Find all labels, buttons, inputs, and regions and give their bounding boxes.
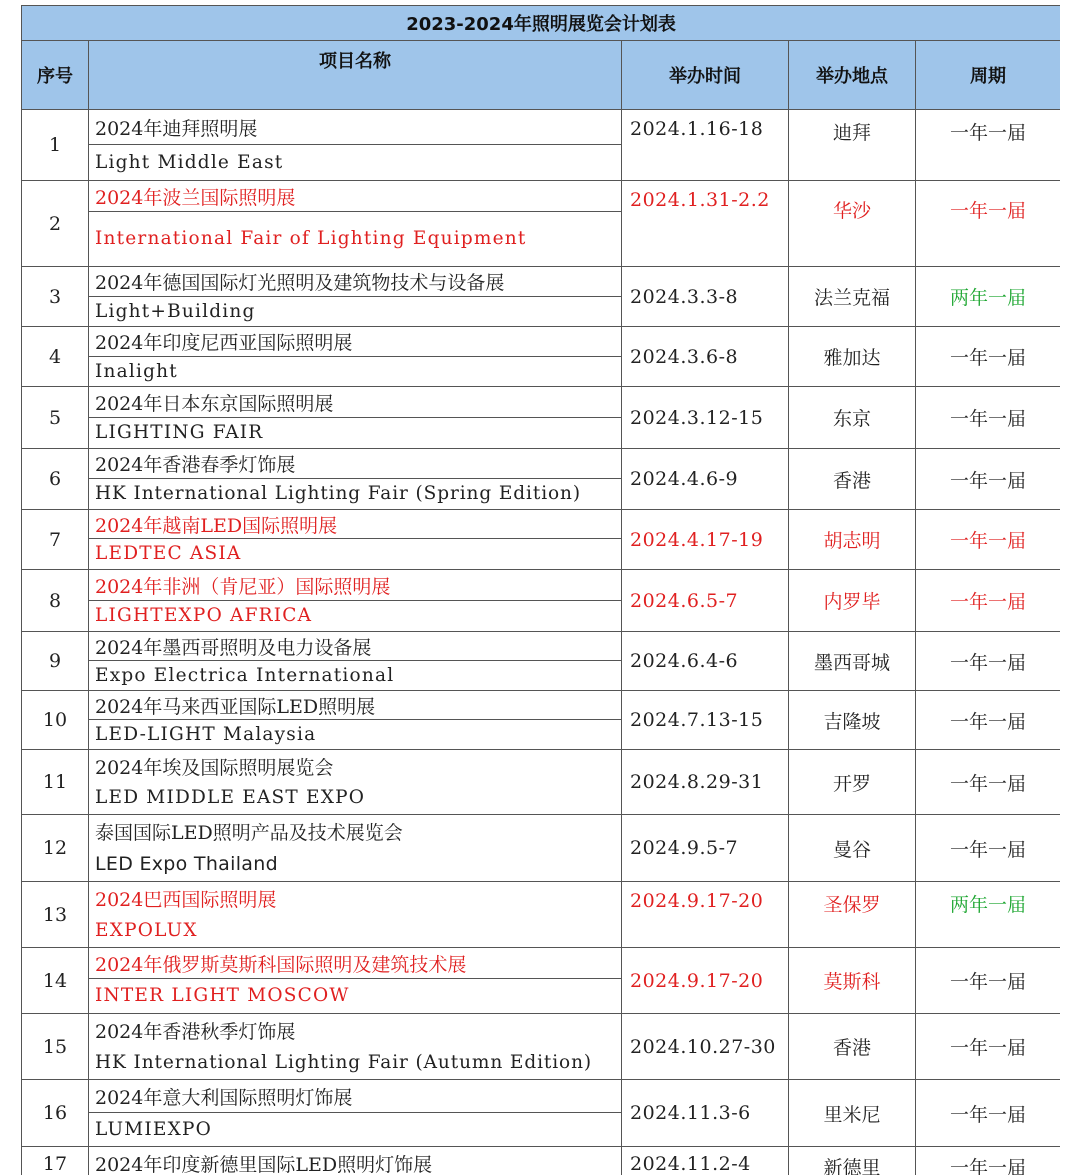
exhibition-table <box>21 5 1060 1175</box>
row-time: 2024.11.3-6 <box>622 1080 789 1147</box>
row-place: 开罗 <box>789 750 916 815</box>
header-place: 举办地点 <box>789 41 916 110</box>
row-name-cell <box>89 327 622 387</box>
row-name-cn: 2024年埃及国际照明展览会 <box>95 756 334 779</box>
row-name-cn: 2024年波兰国际照明展 <box>89 181 621 212</box>
row-index: 6 <box>22 449 89 510</box>
row-place: 法兰克福 <box>789 267 916 327</box>
row-name-cell <box>89 267 622 327</box>
row-place: 香港 <box>789 449 916 510</box>
row-name-cn: 2024年俄罗斯莫斯科国际照明及建筑技术展 <box>89 948 621 979</box>
table-row <box>22 1080 1061 1147</box>
row-index: 7 <box>22 510 89 570</box>
table-row <box>22 387 1061 449</box>
row-time: 2024.6.4-6 <box>622 632 789 691</box>
table-row <box>22 691 1061 750</box>
table-row <box>22 181 1061 267</box>
row-name-cn: 2024年日本东京国际照明展 <box>89 387 621 418</box>
header-time: 举办时间 <box>622 41 789 110</box>
row-name-cell <box>89 570 622 632</box>
row-place <box>789 1147 916 1175</box>
row-place: 圣保罗 <box>789 882 916 948</box>
table-row <box>22 327 1061 387</box>
row-cycle: 一年一届 <box>916 510 1061 570</box>
row-name-cell <box>89 449 622 510</box>
row-place: 莫斯科 <box>789 948 916 1014</box>
table-row <box>22 449 1061 510</box>
row-time: 2024.9.5-7 <box>622 815 789 882</box>
row-place: 内罗毕 <box>789 570 916 632</box>
table-row <box>22 750 1061 815</box>
row-place-text: 新德里 <box>823 1157 881 1175</box>
row-cycle <box>916 1147 1061 1175</box>
row-cycle: 一年一届 <box>916 387 1061 449</box>
row-place: 胡志明 <box>789 510 916 570</box>
table-row <box>22 632 1061 691</box>
row-cycle: 两年一届 <box>916 267 1061 327</box>
table-row <box>22 570 1061 632</box>
row-name-cell <box>89 110 622 181</box>
row-name-en: LEDTEC ASIA <box>95 543 242 564</box>
row-time: 2024.9.17-20 <box>622 882 789 948</box>
row-name-en: Light Middle East <box>95 151 284 173</box>
table-row <box>22 815 1061 882</box>
row-index: 10 <box>22 691 89 750</box>
row-name-en: HK International Lighting Fair (Autumn Edition) <box>95 1052 593 1073</box>
row-time: 2024.4.6-9 <box>622 449 789 510</box>
row-cycle: 一年一届 <box>916 632 1061 691</box>
row-index: 11 <box>22 750 89 815</box>
row-time: 2024.3.6-8 <box>622 327 789 387</box>
row-time <box>622 1147 789 1175</box>
row-index: 9 <box>22 632 89 691</box>
row-name-en: International Fair of Lighting Equipment <box>95 228 527 249</box>
row-place: 里米尼 <box>789 1080 916 1147</box>
row-name-cn: 2024年意大利国际照明灯饰展 <box>89 1080 621 1113</box>
row-name-en: LUMIEXPO <box>95 1118 213 1140</box>
row-place: 东京 <box>789 387 916 449</box>
row-index <box>22 1147 89 1175</box>
row-name-cell <box>89 691 622 750</box>
row-place: 墨西哥城 <box>789 632 916 691</box>
row-name-cn: 2024年越南LED国际照明展 <box>89 510 621 539</box>
row-index: 3 <box>22 267 89 327</box>
row-index: 8 <box>22 570 89 632</box>
row-time: 2024.8.29-31 <box>622 750 789 815</box>
table-row <box>22 1014 1061 1080</box>
row-name-cell <box>89 750 622 815</box>
row-time: 2024.1.31-2.2 <box>622 181 789 267</box>
header-cycle: 周期 <box>916 41 1061 110</box>
row-name-en: INTER LIGHT MOSCOW <box>95 985 350 1006</box>
row-place: 华沙 <box>789 181 916 267</box>
row-index: 5 <box>22 387 89 449</box>
exhibition-schedule-sheet <box>21 5 1060 1175</box>
row-time-text: 2024.11.2-4 <box>630 1153 751 1175</box>
row-time: 2024.3.12-15 <box>622 387 789 449</box>
row-name-en: LIGHTEXPO AFRICA <box>95 605 313 626</box>
row-cycle: 一年一届 <box>916 327 1061 387</box>
row-name-cn: 2024年非洲（肯尼亚）国际照明展 <box>89 570 621 601</box>
row-index: 13 <box>22 882 89 948</box>
row-cycle-text: 一年一届 <box>950 1157 1027 1175</box>
row-name-cn: 泰国国际LED照明产品及技术展览会 <box>95 822 403 844</box>
row-name-en: LED Expo Thailand <box>95 853 278 875</box>
row-name-cell <box>89 510 622 570</box>
row-name-en: HK International Lighting Fair (Spring Edition) <box>95 483 581 504</box>
row-name-cn: 2024年墨西哥照明及电力设备展 <box>89 632 621 661</box>
row-time: 2024.9.17-20 <box>622 948 789 1014</box>
table-row <box>22 267 1061 327</box>
row-name-cn: 2024年香港春季灯饰展 <box>89 449 621 479</box>
row-place: 迪拜 <box>789 110 916 181</box>
row-cycle: 一年一届 <box>916 750 1061 815</box>
row-index: 15 <box>22 1014 89 1080</box>
row-name-cn: 2024年德国国际灯光照明及建筑物技术与设备展 <box>89 267 621 297</box>
row-name-cn: 2024年马来西亚国际LED照明展 <box>89 691 621 720</box>
row-index-text: 17 <box>42 1153 68 1175</box>
row-time: 2024.3.3-8 <box>622 267 789 327</box>
row-index: 2 <box>22 181 89 267</box>
row-name-en: Expo Electrica International <box>95 664 395 686</box>
row-name-en: Light+Building <box>95 300 256 322</box>
row-index: 12 <box>22 815 89 882</box>
row-index: 16 <box>22 1080 89 1147</box>
row-time: 2024.6.5-7 <box>622 570 789 632</box>
row-cycle: 一年一届 <box>916 449 1061 510</box>
row-name-cell <box>89 815 622 882</box>
row-time: 2024.1.16-18 <box>622 110 789 181</box>
row-name-cell <box>89 948 622 1014</box>
row-time: 2024.7.13-15 <box>622 691 789 750</box>
row-name-cell <box>89 1014 622 1080</box>
row-name-cn: 2024年印度尼西亚国际照明展 <box>89 327 621 357</box>
row-name-en: LED MIDDLE EAST EXPO <box>95 787 366 808</box>
row-place: 吉隆坡 <box>789 691 916 750</box>
row-cycle: 两年一届 <box>916 882 1061 948</box>
row-name-en: EXPOLUX <box>95 920 198 941</box>
row-cycle: 一年一届 <box>916 1014 1061 1080</box>
row-cycle: 一年一届 <box>916 948 1061 1014</box>
row-name-cn: 2024年印度新德里国际LED照明灯饰展 <box>95 1153 433 1175</box>
table-row <box>22 510 1061 570</box>
row-place: 曼谷 <box>789 815 916 882</box>
table-row <box>22 110 1061 181</box>
row-name-cell <box>89 882 622 948</box>
table-row <box>22 948 1061 1014</box>
table-row <box>22 1147 1061 1175</box>
row-place: 雅加达 <box>789 327 916 387</box>
row-name-cell <box>89 181 622 267</box>
row-cycle: 一年一届 <box>916 570 1061 632</box>
row-name-en: Inalight <box>95 360 178 382</box>
row-name-cn: 2024年香港秋季灯饰展 <box>95 1021 296 1043</box>
row-index: 4 <box>22 327 89 387</box>
table-row <box>22 882 1061 948</box>
row-cycle: 一年一届 <box>916 110 1061 181</box>
row-index: 14 <box>22 948 89 1014</box>
row-name-cell <box>89 632 622 691</box>
row-name-en: LIGHTING FAIR <box>95 422 264 443</box>
row-cycle: 一年一届 <box>916 815 1061 882</box>
row-name-cell <box>89 1147 622 1175</box>
table-title: 2023-2024年照明展览会计划表 <box>22 6 1061 41</box>
row-name-cell <box>89 1080 622 1147</box>
row-time: 2024.4.17-19 <box>622 510 789 570</box>
row-name-en: LED-LIGHT Malaysia <box>95 723 317 745</box>
row-name-cn: 2024巴西国际照明展 <box>95 889 277 911</box>
row-place: 香港 <box>789 1014 916 1080</box>
row-cycle: 一年一届 <box>916 1080 1061 1147</box>
row-cycle: 一年一届 <box>916 181 1061 267</box>
row-time: 2024.10.27-30 <box>622 1014 789 1080</box>
row-index: 1 <box>22 110 89 181</box>
row-name-cell <box>89 387 622 449</box>
row-name-cn: 2024年迪拜照明展 <box>89 110 621 145</box>
header-name: 项目名称 <box>89 41 622 110</box>
header-index: 序号 <box>22 41 89 110</box>
row-cycle: 一年一届 <box>916 691 1061 750</box>
